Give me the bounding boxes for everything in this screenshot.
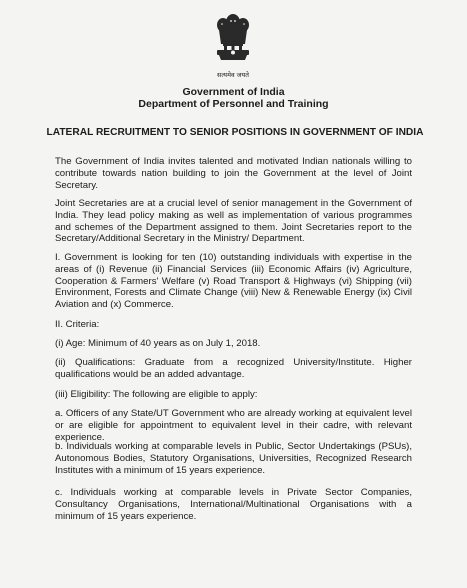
government-heading: Government of India [182, 86, 285, 98]
eligibility-item-b: b. Individuals working at comparable levels in Public, Sector Undertakings (PSUs), Autonomous Bodies, Statutory Organisations, Universities, Recognized Research Institutes with a minimum of 15 years experience. [55, 441, 412, 476]
age-criterion: (i) Age: Minimum of 40 years as on July 1, 2018. [55, 338, 261, 349]
notice-title: LATERAL RECRUITMENT TO SENIOR POSITIONS IN GOVERNMENT OF INDIA [46, 127, 424, 138]
intro-paragraph: The Government of India invites talented and motivated Indian nationals willing to contribute towards nation building to join the Government at the level of Joint Secretary. [55, 156, 412, 191]
eligibility-item-c: c. Individuals working at comparable levels in Private Sector Companies, Consultancy Organisations, International/Multinational Organisations with a minimum of 15 years experience. [55, 487, 412, 522]
role-paragraph: Joint Secretaries are at a crucial level of senior management in the Government of India. They lead policy making as well as implementation of various programmes and schemes of the Department assigned to them. Joint Secretaries report to the Secretary/Additional Secretary in the Ministry/ Department. [55, 198, 412, 245]
criteria-heading: II. Criteria: [55, 319, 100, 330]
eligibility-item-a: a. Officers of any State/UT Government who are already working at equivalent level or are eligible for appointment to equivalent level in their cadre, with relevant experience. [55, 408, 412, 443]
qualifications-criterion: (ii) Qualifications: Graduate from a recognized University/Institute. Higher qualifications would be an added advantage. [55, 357, 412, 380]
eligibility-heading: (iii) Eligibility: The following are eligible to apply: [55, 389, 258, 400]
areas-paragraph: I. Government is looking for ten (10) outstanding individuals with expertise in the areas of (i) Revenue (ii) Financial Services (iii) Economic Affairs (iv) Agriculture, Cooperation & Farmers' Welfare (v) Road Transport & Highways (vi) Shipping (vii) Environment, Forests and Climate Change (viii) New & Renewable Energy (ix) Civil Aviation and (x) Commerce. [55, 252, 412, 311]
emblem-motto: सत्यमेव जयते [217, 71, 249, 79]
state-emblem-icon [205, 10, 261, 66]
department-heading: Department of Personnel and Training [138, 98, 329, 110]
emblem [205, 10, 261, 80]
